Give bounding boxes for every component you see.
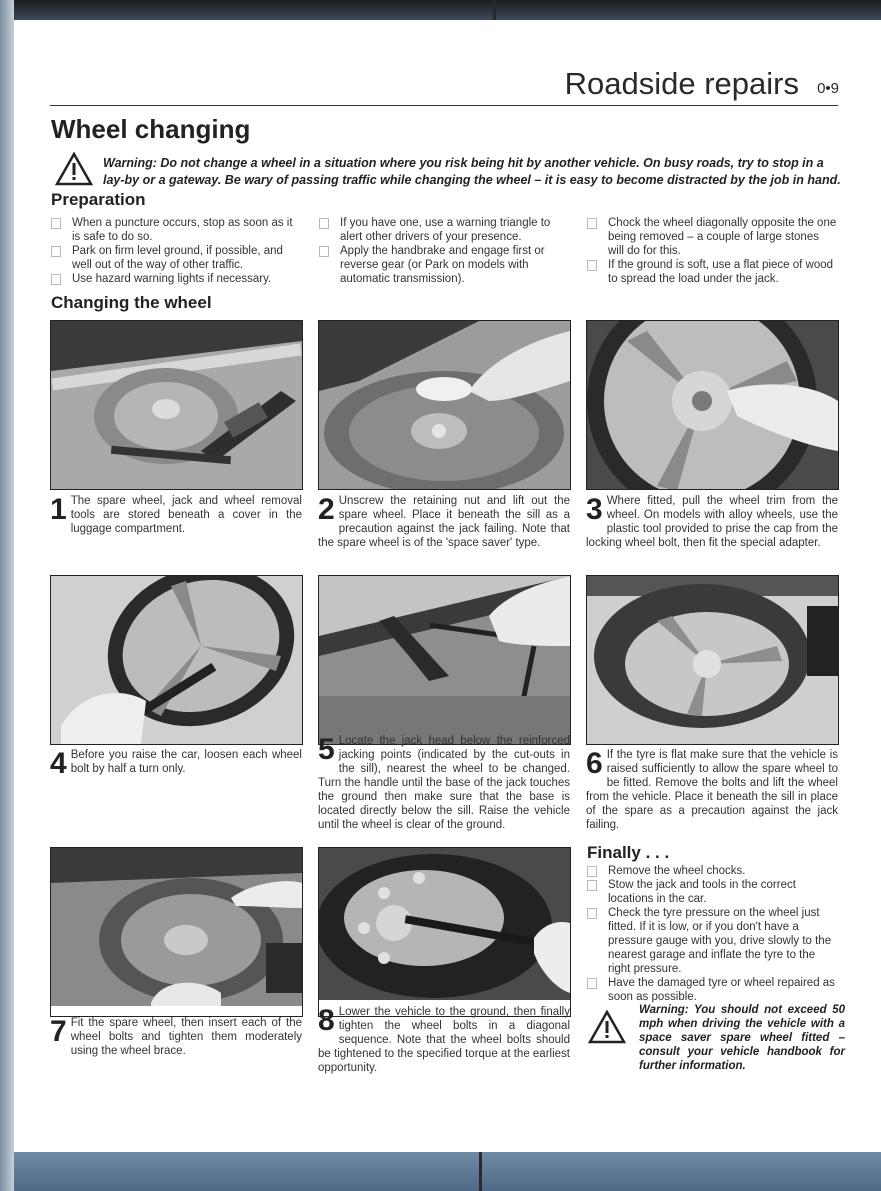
photo-step-3 — [586, 320, 839, 490]
list-item: If the ground is soft, use a flat piece of wood to spread the load under the jack. — [586, 258, 838, 286]
step-text: Before you raise the car, loosen each wheel bolt by half a turn only. — [70, 749, 302, 775]
step-number: 5 — [318, 733, 335, 766]
step-text: Fit the spare wheel, then insert each of the wheel bolts and tighten them moderately using the wheel brace. — [70, 1017, 302, 1057]
step-number: 2 — [318, 493, 335, 526]
preparation-heading: Preparation — [51, 190, 146, 209]
step-text: Locate the jack head below the reinforced jacking points (indicated by the cut-outs in the sill), nearest the wheel to be changed. Turn the handle until the base of the jack touches the ground then make sure that the base is located directly below the sill. Raise the vehicle until the wheel is clear of the ground. — [318, 735, 570, 831]
step-number: 6 — [586, 747, 603, 780]
page-number: 0•9 — [817, 80, 839, 97]
step-text: The spare wheel, jack and wheel removal tools are stored beneath a cover in the luggage compartment. — [70, 495, 302, 535]
header-rule — [50, 105, 838, 106]
step-number: 4 — [50, 747, 67, 780]
preparation-list-col3 — [586, 216, 838, 286]
list-item: Apply the handbrake and engage first or reverse gear (or Park on models with automatic transmission). — [318, 244, 570, 286]
left-page-edge — [0, 0, 14, 1191]
step-number: 3 — [586, 493, 603, 526]
step-text: Unscrew the retaining nut and lift out the spare wheel. Place it beneath the sill as a precaution against the jack failing. Note that the spare wheel is of the 'space saver' type. — [318, 495, 570, 549]
finally-heading: Finally . . . — [587, 843, 670, 862]
top-band-seam — [493, 0, 496, 20]
photo-step-4 — [50, 575, 303, 745]
step-number: 7 — [50, 1015, 67, 1048]
step-1 — [50, 494, 302, 536]
list-item: Park on firm level ground, if possible, and well out of the way of other traffic. — [50, 244, 302, 272]
photo-step-7 — [50, 847, 303, 1017]
step-7 — [50, 1016, 302, 1058]
step-3 — [586, 494, 838, 550]
photo-step-1 — [50, 320, 303, 490]
step-6 — [586, 748, 838, 832]
top-scan-band — [0, 0, 881, 20]
photo-step-2 — [318, 320, 571, 490]
list-item: When a puncture occurs, stop as soon as it is safe to do so. — [50, 216, 302, 244]
warning-triangle-icon — [588, 1010, 626, 1044]
list-item: Check the tyre pressure on the wheel just fitted. If it is low, or if you don't have a pressure gauge with you, drive slowly to the nearest garage and inflate the tyre to the right pressure. — [586, 906, 838, 976]
list-item: Chock the wheel diagonally opposite the one being removed – a couple of large stones will do for this. — [586, 216, 838, 258]
speed-warning-text: Warning: You should not exceed 50 mph when driving the vehicle with a space saver spare wheel fitted – consult your vehicle handbook for further information. — [639, 1004, 845, 1072]
list-item: Remove the wheel chocks. — [586, 864, 838, 878]
changing-wheel-heading: Changing the wheel — [51, 293, 212, 312]
step-text: Lower the vehicle to the ground, then finally tighten the wheel bolts in a diagonal sequence. Note that the wheel bolts should be tightened to the specified torque at the earliest opportunity. — [318, 1006, 570, 1074]
list-item: Have the damaged tyre or wheel repaired as soon as possible. — [586, 976, 838, 1004]
step-2 — [318, 494, 570, 550]
preparation-list-col2 — [318, 216, 570, 286]
photo-step-5 — [318, 575, 571, 745]
step-text: If the tyre is flat make sure that the vehicle is raised sufficiently to allow the spare wheel to be fitted. Remove the bolts and lift the wheel from the vehicle. Place it beneath the sill in place of the spare as a precaution against the jack failing. — [586, 749, 838, 831]
photo-step-6 — [586, 575, 839, 745]
step-number: 8 — [318, 1004, 335, 1037]
step-4 — [50, 747, 302, 780]
finally-list — [586, 864, 838, 1004]
step-text: Where fitted, pull the wheel trim from the wheel. On models with alloy wheels, use the plastic tool provided to prise the cap from the locking wheel bolt, then fit the special adapter. — [586, 495, 838, 549]
warning-triangle-icon — [55, 152, 93, 186]
list-item: Use hazard warning lights if necessary. — [50, 272, 302, 286]
preparation-list-col1 — [50, 216, 302, 286]
running-header-title: Roadside repairs — [564, 66, 799, 101]
bottom-band-seam — [479, 1152, 482, 1191]
step-number: 1 — [50, 493, 67, 526]
list-item: If you have one, use a warning triangle to alert other drivers of your presence. — [318, 216, 570, 244]
step-8 — [318, 1005, 570, 1075]
photo-step-8 — [318, 847, 571, 1017]
page-title: Wheel changing — [51, 114, 251, 144]
step-5 — [318, 734, 570, 832]
warning-text: Warning: Do not change a wheel in a situation where you risk being hit by another vehicle. On busy roads, try to stop in a lay-by or a gateway. Be wary of passing traffic while changing the wheel – it is easy to become distracted by the job in hand. — [103, 156, 841, 187]
list-item: Stow the jack and tools in the correct locations in the car. — [586, 878, 838, 906]
bottom-scan-band — [0, 1152, 881, 1191]
